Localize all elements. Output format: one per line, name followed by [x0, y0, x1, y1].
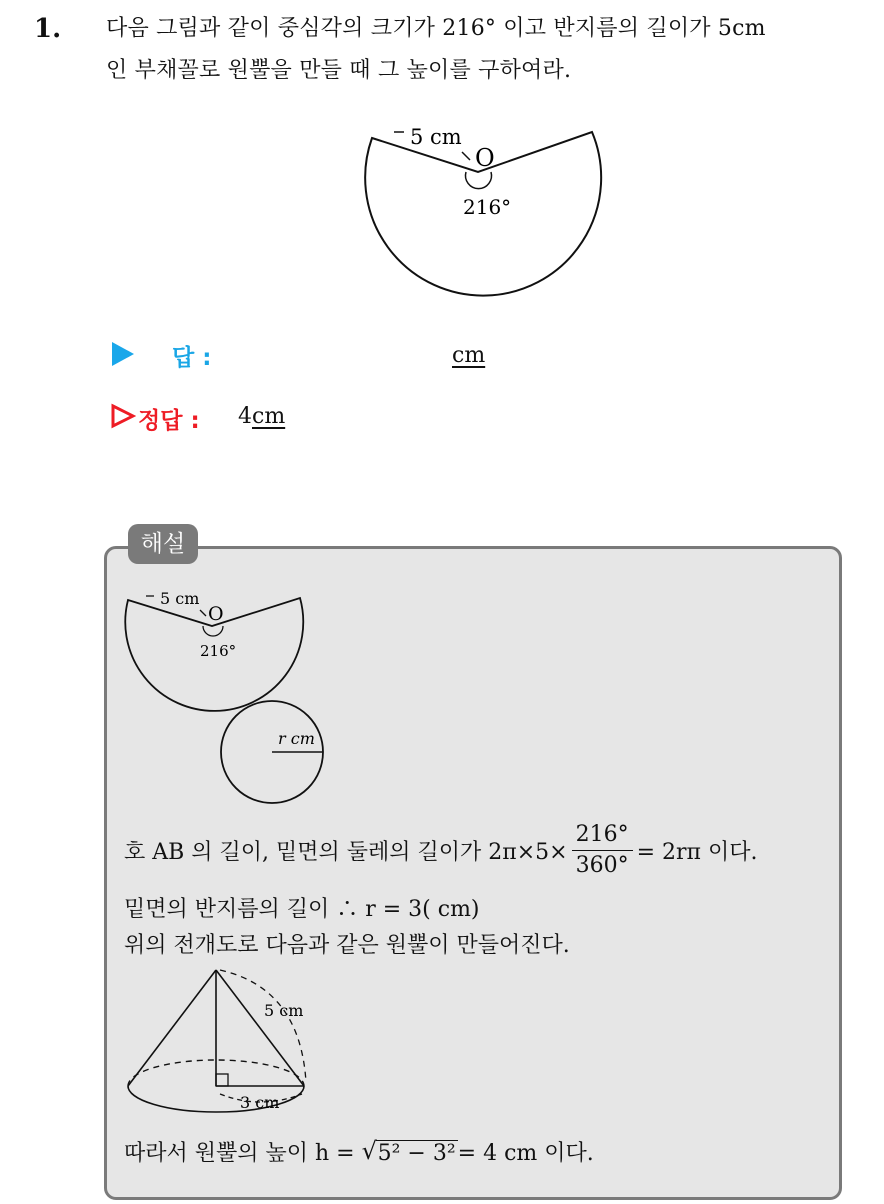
- explanation-line1-post: = 2rπ 이다.: [636, 840, 758, 865]
- explanation-sector-angle-label: 216°: [200, 642, 237, 660]
- answer-unit: cm: [452, 343, 486, 368]
- explanation-tab: 해설: [128, 524, 198, 564]
- explanation-fraction: [572, 820, 633, 881]
- question-text-line2: 인 부채꼴로 원뿔을 만들 때 그 높이를 구하여라.: [106, 58, 572, 83]
- answer-arrow-icon: [112, 342, 134, 366]
- correct-arrow-icon: [110, 403, 136, 429]
- explanation-sector-center-label: O: [208, 603, 224, 625]
- sector-figure: [360, 110, 610, 310]
- correct-label: 정답 :: [138, 408, 200, 434]
- explanation-line4-post: = 4 cm 이다.: [457, 1141, 594, 1166]
- sector-radius-label: 5 cm: [410, 125, 462, 149]
- question-text-line1: 다음 그림과 같이 중심각의 크기가 216° 이고 반지름의 길이가 5cm: [106, 16, 766, 41]
- cone-base-label: 3 cm: [240, 1093, 280, 1112]
- explanation-line1-pre: 호 AB 의 길이, 밑면의 둘레의 길이가 2π×5×: [124, 840, 568, 865]
- explanation-line1: [124, 820, 758, 881]
- explanation-line3: 위의 전개도로 다음과 같은 원뿔이 만들어진다.: [124, 933, 570, 958]
- sqrt-icon: √: [361, 1137, 377, 1165]
- correct-value: 4: [238, 404, 252, 429]
- fraction-numerator: 216°: [572, 820, 633, 851]
- correct-answer: [238, 404, 285, 429]
- correct-unit: cm: [252, 404, 286, 429]
- explanation-circle-radius-label: r cm: [278, 729, 315, 748]
- explanation-cone-figure: [120, 964, 320, 1116]
- sqrt-expression: [361, 1137, 458, 1166]
- answer-label: 답 :: [172, 345, 212, 371]
- explanation-line4-pre: 따라서 원뿔의 높이 h =: [124, 1141, 362, 1166]
- explanation-sector-radius-label: 5 cm: [160, 589, 200, 608]
- explanation-line4: [124, 1136, 594, 1167]
- fraction-denominator: 360°: [575, 853, 629, 878]
- sqrt-content: 5² − 3²: [377, 1141, 456, 1166]
- cone-slant-label: 5 cm: [264, 1001, 304, 1020]
- sector-center-label: O: [475, 144, 495, 172]
- explanation-circle-figure: [216, 700, 331, 810]
- question-number: 1.: [34, 14, 62, 44]
- explanation-line2: 밑면의 반지름의 길이 ∴ r = 3( cm): [124, 897, 480, 922]
- sector-angle-label: 216°: [463, 195, 512, 219]
